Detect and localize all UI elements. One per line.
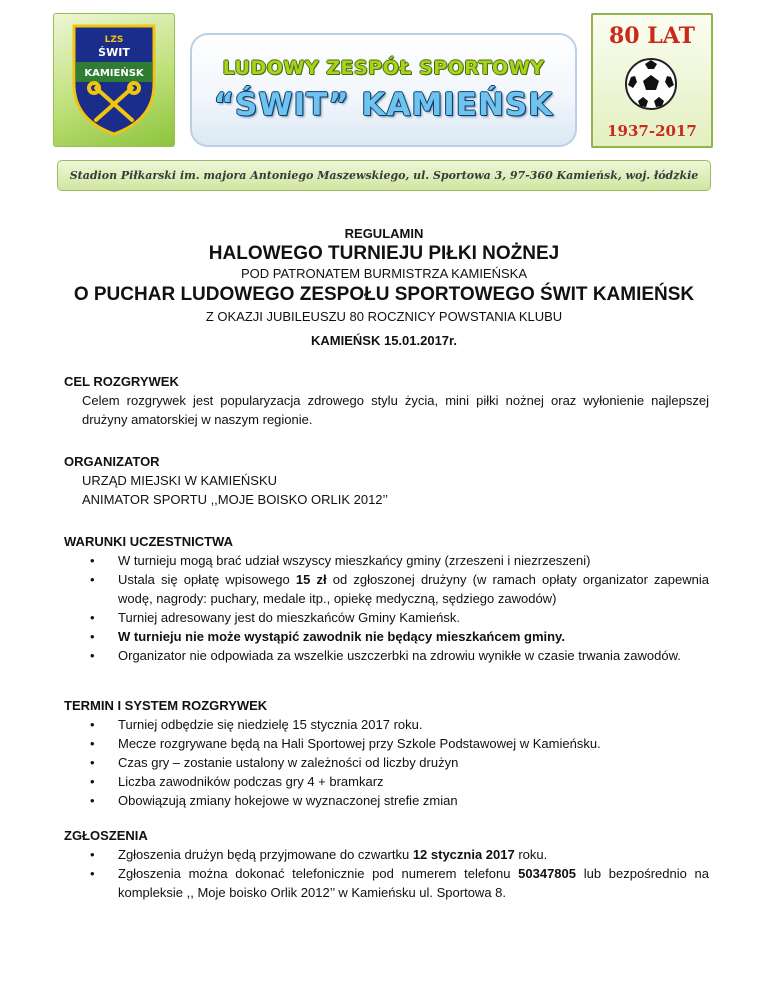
list-item bbox=[64, 791, 709, 810]
list-item-text: Obowiązują zmiany hokejowe w wyznaczonej strefie zmian bbox=[118, 793, 458, 808]
list-item bbox=[64, 772, 709, 791]
section-registration bbox=[64, 826, 709, 902]
anniversary-years: 1937-2017 bbox=[607, 122, 697, 140]
section-goal bbox=[64, 372, 709, 429]
bullet: • bbox=[90, 866, 95, 881]
list-item-text: Turniej adresowany jest do mieszkańców Gminy Kamieńsk. bbox=[118, 610, 460, 625]
stadium-address-bar: Stadion Piłkarski im. majora Antoniego Maszewskiego, ul. Sportowa 3, 97-360 Kamieńsk, woj. łódzkie bbox=[57, 160, 711, 191]
list-item-text: W turnieju mogą brać udział wszyscy mieszkańcy gminy (zrzeszeni i niezrzeszeni) bbox=[118, 553, 591, 568]
list-item bbox=[64, 551, 709, 570]
list-item-text: Ustala się opłatę wpisowego bbox=[118, 572, 296, 587]
doc-date: KAMIEŃSK 15.01.2017r. bbox=[311, 333, 457, 348]
phone-number: 50347805 bbox=[518, 866, 576, 881]
list-item-text: od zgłoszonej drużyny (w ramach opłaty organizator zapewnia wodę, nagrody: puchary, medale itp., opiekę medyczną, sędziego zawodów) bbox=[118, 572, 709, 606]
section-heading: TERMIN I SYSTEM ROZGRYWEK bbox=[64, 698, 268, 713]
bullet: • bbox=[90, 736, 95, 751]
bullet: • bbox=[90, 610, 95, 625]
section-text: Celem rozgrywek jest popularyzacja zdrowego stylu życia, mini piłki nożnej oraz wyłonienie najlepszej drużyny amatorskiej w naszym regionie. bbox=[82, 393, 709, 427]
list-item-text: Turniej odbędzie się niedzielę 15 stycznia 2017 roku. bbox=[118, 717, 423, 732]
list-item bbox=[64, 627, 709, 646]
section-organizer bbox=[64, 452, 709, 509]
anniversary-label: 80 LAT bbox=[609, 23, 695, 49]
section-heading: ZGŁOSZENIA bbox=[64, 828, 148, 843]
doc-patronage: POD PATRONATEM BURMISTRZA KAMIEŃSKA bbox=[240, 266, 528, 281]
doc-cup-title: O PUCHAR LUDOWEGO ZESPOŁU SPORTOWEGO ŚWIT KAMIEŃSK bbox=[73, 284, 695, 305]
bullet: • bbox=[90, 847, 95, 862]
section-heading: ORGANIZATOR bbox=[64, 454, 160, 469]
list-item-text: Zgłoszenia drużyn będą przyjmowane do czwartku bbox=[118, 847, 413, 862]
crest-town: KAMIEŃSK bbox=[84, 68, 144, 79]
doc-occasion: Z OKAZJI JUBILEUSZU 80 ROCZNICY POWSTANIA KLUBU bbox=[205, 309, 563, 324]
list-item bbox=[64, 646, 709, 665]
list-item-text: lub bezpośrednio na kompleksie ,, Moje boisko Orlik 2012’’ w Kamieńsku ul. Sportowa 8. bbox=[118, 866, 710, 900]
section-heading: WARUNKI UCZESTNICTWA bbox=[64, 534, 233, 549]
list-item bbox=[64, 864, 709, 902]
organizer-line: ANIMATOR SPORTU ,,MOJE BOISKO ORLIK 2012’’ bbox=[82, 492, 389, 507]
list-item-text: Liczba zawodników podczas gry 4 + bramkarz bbox=[118, 774, 384, 789]
list-item bbox=[64, 608, 709, 627]
list-item bbox=[64, 715, 709, 734]
crest-club-name: ŚWIT bbox=[98, 46, 130, 59]
list-item bbox=[64, 845, 709, 864]
club-title-line1: LUDOWY ZESPÓŁ SPORTOWY bbox=[222, 57, 545, 79]
organizer-line: URZĄD MIEJSKI W KAMIEŃSKU bbox=[82, 473, 278, 488]
bullet: • bbox=[90, 793, 95, 808]
club-title-line2: “ŚWIT” KAMIEŃSK bbox=[213, 87, 554, 123]
club-crest-box bbox=[53, 13, 175, 147]
section-conditions bbox=[64, 532, 709, 665]
bullet: • bbox=[90, 572, 95, 587]
bullet: • bbox=[90, 755, 95, 770]
fee-amount: 15 zł bbox=[295, 572, 327, 587]
list-item-text: W turnieju nie może wystąpić zawodnik nie będący mieszkańcem gminy. bbox=[118, 629, 565, 644]
list-item-text: Zgłoszenia można dokonać telefonicznie pod numerem telefonu bbox=[118, 866, 519, 881]
club-title-box bbox=[190, 33, 577, 147]
section-schedule bbox=[64, 696, 709, 810]
bullet: • bbox=[90, 553, 95, 568]
doc-type-label: REGULAMIN bbox=[344, 226, 424, 241]
list-item bbox=[64, 734, 709, 753]
doc-title: HALOWEGO TURNIEJU PIŁKI NOŻNEJ bbox=[208, 243, 560, 264]
bullet: • bbox=[90, 717, 95, 732]
bullet: • bbox=[90, 774, 95, 789]
deadline-date: 12 stycznia 2017 bbox=[412, 847, 515, 862]
list-item-text: Mecze rozgrywane będą na Hali Sportowej przy Szkole Podstawowej w Kamieńsku. bbox=[118, 736, 601, 751]
list-item bbox=[64, 570, 709, 608]
list-item bbox=[64, 753, 709, 772]
soccer-ball-icon bbox=[624, 57, 678, 111]
crest-top-text: LZS bbox=[104, 35, 124, 45]
club-crest-logo bbox=[64, 22, 164, 138]
list-item-text: Organizator nie odpowiada za wszelkie uszczerbki na zdrowiu wynikłe w czasie trwania zawodów. bbox=[118, 648, 681, 663]
list-item-text: roku. bbox=[514, 847, 548, 862]
bullet: • bbox=[90, 629, 95, 644]
list-item-text: Czas gry – zostanie ustalony w zależności od liczby drużyn bbox=[118, 755, 459, 770]
anniversary-box bbox=[591, 13, 713, 148]
bullet: • bbox=[90, 648, 95, 663]
section-heading: CEL ROZGRYWEK bbox=[64, 374, 179, 389]
